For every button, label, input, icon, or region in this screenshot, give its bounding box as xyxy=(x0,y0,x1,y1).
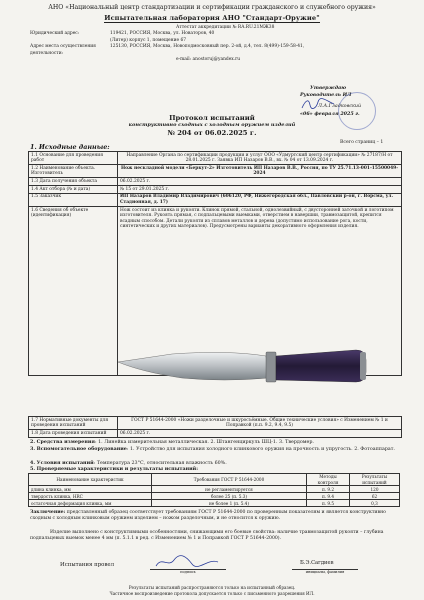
table-row: остаточная деформация клинка, мм не более 1 (п. 5.4) п. 9.5 0,3 xyxy=(29,500,400,507)
tested-by-label: Испытания провел xyxy=(60,562,115,568)
requisites: Аттестат аккредитации № RA.RU.21МЖ38 Юридический адрес: 119421, РОССИЯ, Москва, ул. Новаторов, 40 (Литер) корпус 1, помещение 67 Адрес места осуществления деятельности: 125130, РОССИЯ, Москва, Новоподмосковный пер. 2-ой, д.4, тел. 8(499)-159-58-41, e-mail: anostoruj@yandex.ru xyxy=(30,25,305,62)
section-results-title: 5. Проверяемые характеристики и результаты испытаний: xyxy=(30,466,198,472)
table-row: 1.7 Нормативные документы для проведения испытаний ГОСТ Р 51644-2000 «Ножи разделочные и шкуросъёмные. Общие технические условия» с Изменением № 1 и Поправкой (п.п. 9.2, 9.4, 9.5) xyxy=(29,417,402,430)
table-row: 1.4 Акт отбора (№ и дата) № 15 от 29.01.2025 г. xyxy=(29,186,402,194)
tester-name: Б.Э.Сагдиев xyxy=(300,560,334,566)
requisite-value: e-mail: anostoruj@yandex.ru xyxy=(176,56,241,62)
table-row: 1.8 Дата проведения испытаний 06.02.2025 г. xyxy=(29,430,402,438)
requisite-value: 119421, РОССИЯ, Москва, ул. Новаторов, 40 xyxy=(110,31,215,37)
footer: Результаты испытаний распространяются только на испытанный образец. Частичное воспроизведение протокола допускается только с письменного разрешения ИЛ. xyxy=(109,585,315,596)
knife-photo xyxy=(112,338,370,396)
requisite-value: Аттестат аккредитации № RA.RU.21МЖ38 xyxy=(176,25,275,30)
approval-signature xyxy=(300,97,336,111)
protocol-subtitle: конструктивно сходных с холодным оружием изделий xyxy=(128,122,296,129)
design-note: Изделие выполнено с конструктивными особенностями, снижающими его боевые свойства: наличие травмозащитой рукояти – глубина подпальцевых выемок менее 4 мм (п. 5.1.1 в ред. с Изменением № 1 и Поправкой ГОСТ Р 51644-2000). xyxy=(30,530,384,542)
protocol-number: № 204 от 06.02.2025 г. xyxy=(167,128,257,137)
table-row: 1.1 Основание для проведения работ Направление Органа по сертификации продукции и услуг ООО «Удмуртский центр сертификации» № 27187/Н от 28.01.2025 г. Заявка ИП Назаров В.В., вх. № 04 от 13.09.2024 г. xyxy=(29,152,402,165)
table-row: длина клинка, мм не регламентируется п. 9.2 120 xyxy=(29,486,400,493)
table-row: 1.3 Дата получения объекта 06.02.2025 г. xyxy=(29,178,402,186)
name-caption: инициалы, фамилия xyxy=(292,569,358,574)
sign-caption: подпись xyxy=(150,569,226,574)
table-row: 1.5 Заказчик ИП Назаров Владимир Владимирович (606120, РФ, Нижегородская обл., Павловский р-он, г. Ворсма, ул. Стадионная, д. 17) xyxy=(29,193,402,206)
section-conditions: 4. Условия испытаний: Температура 23°С, относительная влажность 60%. xyxy=(30,460,227,466)
page-count: Всего страниц – 1 xyxy=(340,140,384,145)
section-equipment: 3. Вспомогательное оборудование: 1. Устройство для испытания холодного клинкового оружия на прочность и упругость. 2. Фотоаппарат. xyxy=(30,446,395,452)
section-measuring: 2. Средства измерения: 1. Линейка измерительная металлическая. 2. Штангенциркуль ШЦ-1. 3. Твердомер. xyxy=(30,439,314,445)
requisite-value: (Литер) корпус 1, помещение 67 xyxy=(110,37,187,43)
conclusion: Заключение: представленный образец соответствует требованиям ГОСТ Р 51644-2000 по проверенным показателям и является конструктивно сходным с холодным клинковым оружием изделием – ножом разделочным, и не относится к оружию. xyxy=(30,510,386,522)
protocol-title: Протокол испытаний xyxy=(169,114,255,122)
table-row: 1.2 Наименование объекта. Изготовитель Нож нескладной модели «Беркут-2» Изготовитель ИП Назаров В.В., Россия, по ТУ 25.71.13-001-15500049-2024 xyxy=(29,165,402,178)
tester-signature xyxy=(152,554,222,570)
table-row: 1.6 Сведения об объекте (идентификация) Нож состоит из клинка и рукояти. Клинок прямой, стальной, однолезвийный, с двусторонней заточкой и логотипом изготовителя. Рукоять прямая, с подпальцевыми выемками, отверстием в навершии, травмозащитой, крепится всадным способом. Детали рукояти из сплавов металлов и дерева (допустимо использование рога, кости, синтетических и других материалов). Предусмотрены варианты декоративного оформления изделия. xyxy=(29,206,402,375)
protocol-title-block xyxy=(40,114,384,137)
results-table xyxy=(28,473,400,507)
table-row: твердость клинка, HRC более 25 (п. 5.3) п. 9.4 62 xyxy=(29,493,400,500)
lab-header: Испытательная лаборатория АНО "Стандарт-Оружие" xyxy=(104,14,320,22)
norm-docs-table xyxy=(28,416,402,438)
requisite-value: 125130, РОССИЯ, Москва, Новоподмосковный пер. 2-ой, д.4, тел. 8(499)-159-58-41, xyxy=(110,44,305,50)
section-initial-title: 1. Исходные данные: xyxy=(30,143,110,151)
org-header: АНО «Национальный центр стандартизации и сертификации гражданского и служебного оружия» xyxy=(48,4,376,11)
table-header-row: Наименование характеристик Требования ГОСТ Р 51644-2000 Методы контроля Результаты испытаний xyxy=(29,474,400,486)
approval-block: Утверждаю Руководитель ИЛ Л.А.Гладковский «06» февраля 2025 г. xyxy=(300,85,362,117)
